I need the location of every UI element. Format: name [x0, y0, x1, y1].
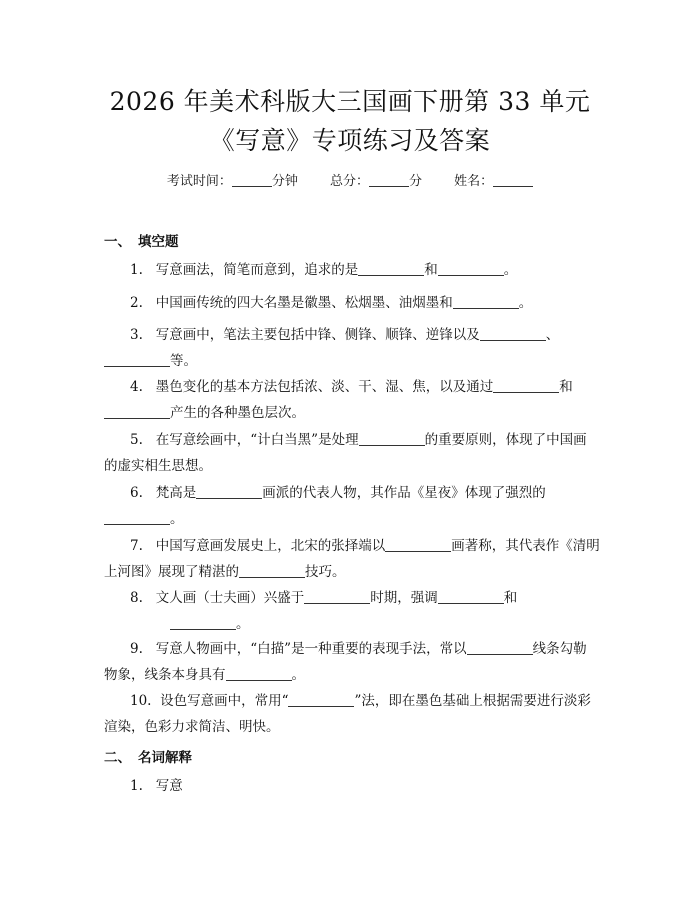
question-text: 产生的各种墨色层次。 [170, 405, 305, 421]
question-number: 6. [130, 485, 143, 501]
question-number: 9. [130, 641, 143, 657]
question-text: 。 [170, 511, 184, 527]
question-3 [104, 322, 600, 374]
page-title-line1: 2026 年美术科版大三国画下册第 33 单元 [109, 87, 591, 116]
question-text: 文人画（士夫画）兴盛于 [155, 590, 305, 606]
question-number: 1. [130, 778, 143, 794]
question-text: 写意画中，笔法主要包括中锋、侧锋、顺锋、逆锋以及 [155, 327, 480, 343]
question-text: 中国画传统的四大名墨是徽墨、松烟墨、油烟墨和 [155, 295, 453, 311]
answer-blank[interactable] [493, 378, 559, 393]
answer-blank[interactable] [438, 589, 504, 604]
question-2 [104, 290, 600, 316]
question-text: 中国写意画发展史上，北宋的张择端以 [155, 538, 386, 554]
exam-time [167, 174, 298, 189]
question-text: 写意人物画中，“白描”是一种重要的表现手法，常以 [155, 641, 467, 657]
section-title: 填空题 [138, 234, 179, 250]
answer-blank[interactable] [239, 563, 305, 578]
score-blank[interactable] [369, 172, 409, 187]
answer-blank[interactable] [453, 294, 519, 309]
answer-blank[interactable] [438, 261, 504, 276]
question-text: 和 [424, 262, 438, 278]
section-number: 一、 [104, 234, 131, 250]
question-text: 线条勾勒物象，线条本身具有 [104, 641, 587, 683]
answer-blank[interactable] [104, 352, 170, 367]
question-text: 梵高是 [155, 485, 197, 501]
answer-blank[interactable] [104, 404, 170, 419]
question-text: 的重要原则，体现了中国画的虚实相生思想。 [104, 432, 587, 474]
answer-blank[interactable] [359, 431, 425, 446]
question-text: 写意 [155, 778, 183, 794]
exam-score [330, 174, 422, 189]
answer-blank[interactable] [304, 589, 370, 604]
question-text: 和 [503, 590, 518, 606]
question-text: 在写意绘画中，“计白当黑”是处理 [155, 432, 359, 448]
question-text: 设色写意画中，常用“ [160, 693, 289, 709]
score-unit: 分 [409, 174, 423, 189]
question-number: 3. [130, 327, 143, 343]
question-text: 写意画法，简笔而意到，追求的是 [155, 262, 359, 278]
question-10 [104, 688, 600, 740]
score-label: 总分： [329, 174, 369, 189]
question-text: 画派的代表人物，其作品《星夜》体现了强烈的 [262, 485, 546, 501]
question-text: 。 [236, 616, 250, 632]
page-title-line2: 《写意》专项练习及答案 [209, 126, 491, 155]
section-title: 名词解释 [138, 750, 192, 766]
answer-blank[interactable] [170, 615, 236, 630]
question-1 [104, 257, 600, 283]
question-4 [104, 374, 600, 426]
question-number: 2. [130, 295, 143, 311]
question-text: 墨色变化的基本方法包括浓、淡、干、湿、焦，以及通过 [155, 379, 494, 395]
question-text: 技巧。 [305, 564, 346, 580]
name-label: 姓名： [454, 174, 494, 189]
section-fill-blank [104, 230, 179, 250]
question-text: ”法，即在墨色基础上根据需要进行淡彩渲染，色彩力求简洁、明快。 [104, 693, 591, 735]
question-7 [104, 533, 600, 585]
question-9 [104, 636, 600, 688]
question-text: 。 [291, 667, 305, 683]
answer-blank[interactable] [467, 640, 533, 655]
section-number: 二、 [104, 750, 131, 766]
question-text: 。 [503, 262, 518, 278]
answer-blank[interactable] [385, 537, 451, 552]
answer-blank[interactable] [104, 510, 170, 525]
question-number: 4. [130, 379, 143, 395]
question-5 [104, 427, 600, 479]
time-unit: 分钟 [271, 174, 298, 189]
question-text: 时期，强调 [370, 590, 438, 606]
question-text: 等。 [170, 353, 197, 369]
question-number: 1. [130, 262, 143, 278]
question-number: 8. [130, 590, 143, 606]
time-label: 考试时间： [166, 174, 232, 189]
answer-blank[interactable] [480, 326, 546, 341]
question-text: 和 [559, 379, 573, 395]
question-8 [104, 585, 600, 637]
definition-1 [104, 773, 600, 799]
question-number: 5. [130, 432, 143, 448]
question-text: 。 [518, 295, 533, 311]
answer-blank[interactable] [196, 484, 262, 499]
question-text: 画著称，其代表作《清明上河图》展现了精湛的 [104, 538, 600, 580]
answer-blank[interactable] [358, 261, 424, 276]
question-6 [104, 480, 600, 532]
question-text: 、 [545, 327, 560, 343]
name-blank[interactable] [493, 172, 533, 187]
time-blank[interactable] [232, 172, 272, 187]
answer-blank[interactable] [288, 692, 354, 707]
exam-meta [0, 170, 700, 189]
question-number: 7. [130, 538, 143, 554]
section-definitions [104, 746, 192, 766]
answer-blank[interactable] [226, 666, 292, 681]
question-number: 10. [130, 693, 152, 709]
exam-name [454, 174, 533, 189]
